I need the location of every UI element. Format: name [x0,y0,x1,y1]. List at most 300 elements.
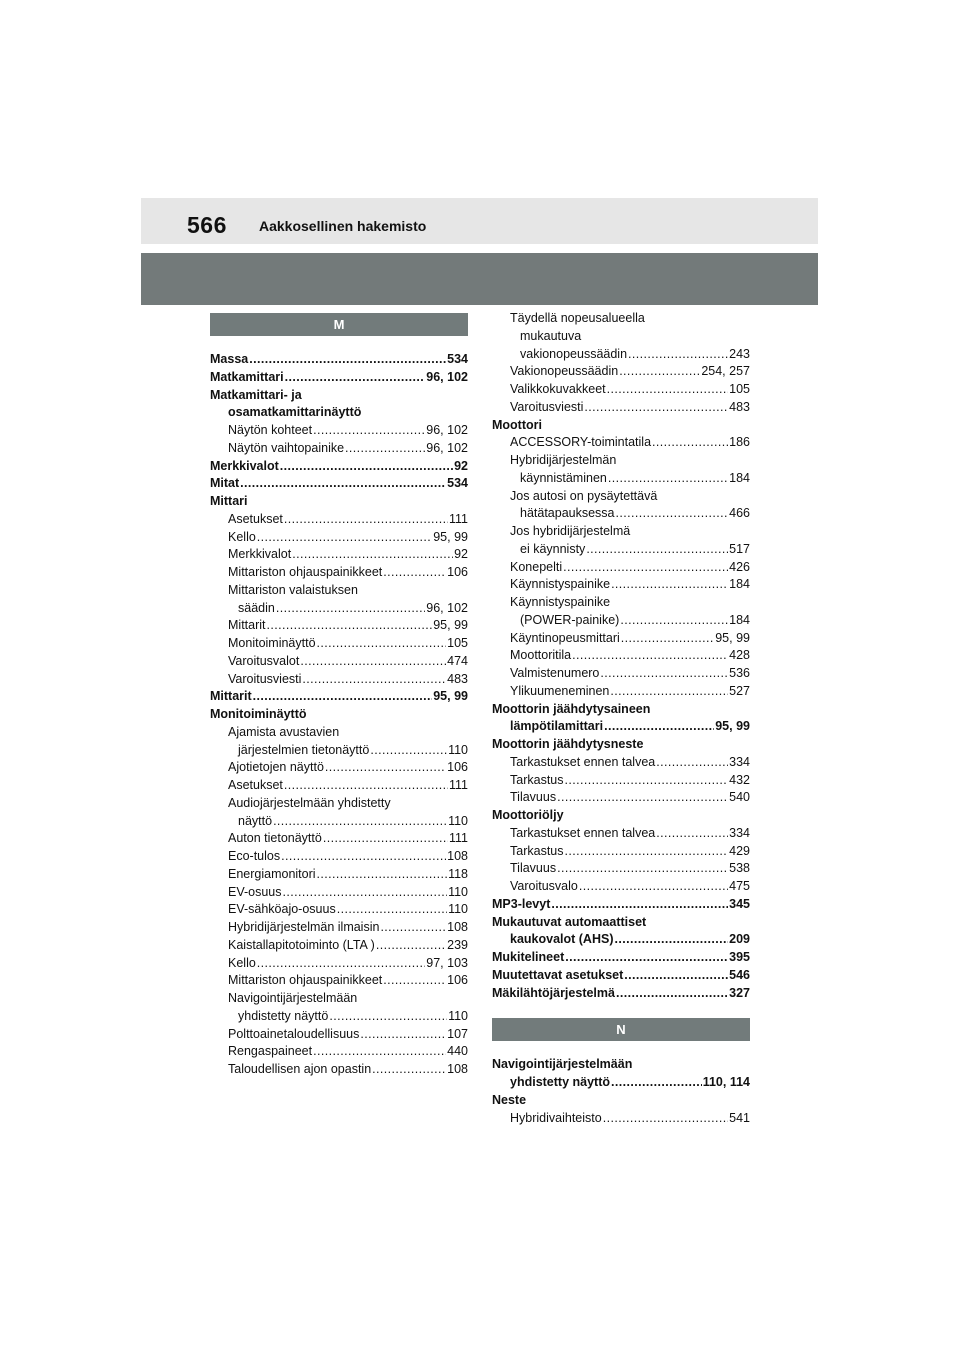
index-entry [492,931,750,949]
index-entry-text: näyttö [238,813,273,828]
index-entry-page: 106 [447,973,468,988]
dot-leader [280,458,453,476]
dot-leader [283,884,448,902]
dot-leader [253,688,433,706]
index-entry-text: käynnistäminen [520,470,607,485]
dot-leader [325,759,446,777]
page-title: Aakkosellinen hakemisto [259,218,427,234]
index-entry-text: Energiamonitori [228,866,316,881]
index-entry-text: Konepelti [510,559,563,574]
index-entry [210,511,468,529]
index-entry [210,1061,468,1079]
page-number: 566 [187,212,227,238]
index-entry-page: 327 [729,985,750,1000]
index-entry-text: Ajotietojen näyttö [228,760,324,775]
dot-leader [656,754,728,772]
index-entry-page: 110, 114 [702,1075,750,1089]
dot-leader [323,830,448,848]
index-entry-text: Muutettavat asetukset [492,967,624,982]
index-entry-text: Mukitelineet [492,950,565,964]
index-entry [210,955,468,973]
dot-leader [302,671,446,689]
index-entry-text: Mittari [210,494,248,508]
dot-leader [276,600,425,618]
index-entry-text: Kaistallapitotoiminto (LTA ) [228,937,375,952]
dot-leader [565,772,729,790]
index-entry-page: 517 [729,541,750,556]
index-entry [210,1008,468,1026]
index-column-right [492,310,750,1127]
index-entry-text: Kello [228,955,256,970]
index-entry-text: Mittarit [228,618,266,633]
index-entry [210,564,468,582]
index-entry [210,458,468,476]
index-entry-text: ei käynnisty [520,541,586,556]
index-entry-text: Tarkastus [510,772,564,787]
index-entry-text: ACCESSORY-toimintatila [510,435,652,450]
index-entry-page: 541 [729,1110,750,1125]
index-entry-text: Varoitusvalot [228,653,300,668]
dot-leader [257,955,425,973]
index-entry-text: Asetukset [228,511,283,526]
dot-leader [273,813,447,831]
dot-leader [611,576,728,594]
index-entry-text: Mittariston valaistuksen [228,582,358,597]
index-entry-page: 110 [448,742,468,757]
index-entry [492,1056,750,1074]
section-heading-m: M [210,313,468,336]
index-entry [210,742,468,760]
index-entry-text: Monitoiminäyttö [210,707,307,721]
index-entry [492,1092,750,1110]
index-entry [492,843,750,861]
index-entry [210,529,468,547]
dot-leader [557,789,728,807]
index-entry [492,399,750,417]
index-entry-text: Mitat [210,476,240,491]
dot-leader [619,363,700,381]
index-entry [210,1043,468,1061]
index-entry [210,653,468,671]
index-entry-text: Rengaspaineet [228,1044,313,1059]
index-entry-page: 95, 99 [433,618,468,633]
index-entry-page: 95, 99 [715,630,750,645]
dot-leader [628,346,728,364]
index-entry-text: Käynnistyspainike [510,595,611,609]
index-entry-text: lämpötilamittari [510,719,604,734]
index-entry-text: Mittarit [210,689,252,704]
index-entry-text: Ylikuumeneminen [510,683,610,698]
index-entry [210,972,468,990]
dot-leader [551,896,728,914]
index-entry-text: Jos autosi on pysäytettävä [510,488,658,503]
index-entry-page: 110 [448,1008,468,1023]
index-entry-text: osamatkamittarinäyttö [228,405,362,420]
dot-leader [317,635,447,653]
spacer [492,1041,750,1056]
index-entry-page: 243 [729,346,750,361]
index-entry-page: 538 [729,861,750,876]
dot-leader [656,825,728,843]
index-entry-page: 111 [448,511,468,526]
index-entry-page: 483 [447,671,468,686]
index-entry-page: 184 [729,612,750,627]
index-entry-page: 536 [729,666,750,680]
index-entry-text: Merkkivalot [228,547,292,562]
dot-leader [257,529,432,547]
index-entry-text: Navigointijärjestelmään [492,1057,633,1072]
index-entry-page: 466 [729,506,750,521]
index-entry-text: Käyntinopeusmittari [510,630,620,645]
index-entry [210,617,468,635]
index-entry-page: 96, 102 [426,440,468,455]
index-entry-text: Matkamittari- ja [210,387,302,402]
dot-leader [281,848,446,866]
index-entry-text: hätätapauksessa [520,506,615,521]
index-entry [210,866,468,884]
index-entry [492,754,750,772]
dot-leader [586,541,728,559]
index-entry-text: EV-sähköajo-osuus [228,902,336,917]
index-entry-page: 110 [448,902,468,917]
index-entry-page: 92 [454,458,468,473]
index-entry-text: Polttoainetaloudellisuus [228,1026,360,1041]
index-entry [492,896,750,914]
index-entry-text: Käynnistyspainike [510,577,611,592]
index-entry-text: Neste [492,1092,527,1107]
index-entry [492,488,750,506]
index-entry [492,328,750,346]
dot-leader [607,381,728,399]
dot-leader [313,1043,446,1061]
index-entry-page: 428 [729,648,750,663]
index-entry [492,985,750,1003]
index-entry-page: 426 [729,559,750,574]
index-entry-text: MP3-levyt [492,896,551,911]
index-entry-text: Audiojärjestelmään yhdistetty [228,795,391,810]
index-entry [210,990,468,1008]
index-entry [492,878,750,896]
index-entry-text: Varoitusvalo [510,879,578,893]
dot-leader [370,742,447,760]
dot-leader [300,653,446,671]
index-entry [210,404,468,422]
index-entry [492,381,750,399]
index-entry-text: Moottoritila [510,648,572,663]
index-entry [492,1110,750,1128]
dot-leader [376,937,446,955]
index-entry [492,470,750,488]
index-entry [492,346,750,364]
index-entry [210,671,468,689]
dot-leader [557,860,728,878]
index-entry-page: 105 [447,636,468,650]
index-entry [492,718,750,736]
index-entry-text: Kello [228,529,256,544]
page-header [141,198,818,244]
index-entry [210,475,468,493]
index-entry-text: Hybridijärjestelmän ilmaisin [228,920,380,934]
dot-leader [285,369,426,387]
dot-leader [563,559,728,577]
index-entry [210,493,468,511]
index-entry-page: 239 [447,937,468,952]
index-entry-page: 534 [447,352,468,366]
index-entry-text: (POWER-painike) [520,612,620,627]
index-list-right-m [492,310,750,1002]
dot-leader [380,919,446,937]
index-entry-text: Asetukset [228,778,283,792]
index-entry-page: 111 [448,778,468,792]
index-entry-text: Moottoriöljy [492,808,564,822]
index-entry-text: Täydellä nopeusalueella [510,311,645,325]
index-entry-text: Massa [210,352,249,366]
index-entry [492,363,750,381]
dot-leader [360,1026,446,1044]
dot-leader [616,505,729,523]
index-entry [492,541,750,559]
index-entry [210,759,468,777]
index-entry [492,452,750,470]
dot-leader [611,1074,702,1092]
section-heading-n: N [492,1018,750,1041]
index-entry-page: 334 [729,754,750,769]
index-entry-text: Näytön vaihtopainike [228,440,345,455]
index-entry-page: 105 [729,382,750,396]
index-entry [492,967,750,985]
index-entry [210,937,468,955]
index-list-right-n [492,1056,750,1127]
dot-leader [572,647,728,665]
index-entry [492,310,750,328]
dot-leader [372,1061,446,1079]
dot-leader [329,1008,447,1026]
index-entry-text: Matkamittari [210,369,284,384]
index-entry [492,701,750,719]
index-entry-text: Moottori [492,417,542,432]
index-entry-page: 110 [448,884,468,899]
index-entry-page: 111 [448,831,468,846]
index-entry [210,901,468,919]
index-entry-text: Monitoiminäyttö [228,636,316,650]
index-entry-text: Mukautuvat automaattiset [492,914,647,929]
dot-leader [584,399,728,417]
index-entry-text: yhdistetty näyttö [510,1075,611,1089]
dot-leader [565,949,728,967]
index-entry-page: 108 [447,920,468,934]
index-entry-page: 540 [729,790,750,805]
index-entry [492,1074,750,1092]
index-entry-text: järjestelmien tietonäyttö [238,742,370,757]
index-entry-page: 334 [729,825,750,840]
index-entry-text: EV-osuus [228,884,282,899]
dot-leader [652,434,728,452]
index-entry-text: Ajamista avustavien [228,724,340,739]
index-entry-page: 429 [729,843,750,858]
index-entry-page: 474 [447,653,468,668]
index-entry [210,706,468,724]
index-entry-page: 96, 102 [426,369,468,384]
index-entry [210,387,468,405]
index-entry [492,505,750,523]
index-entry [210,830,468,848]
index-entry [492,949,750,967]
index-entry [210,848,468,866]
index-column-left [210,313,468,1079]
index-entry-text: Tarkastukset ennen talvea [510,754,656,769]
index-entry-page: 106 [447,565,468,579]
index-entry [492,736,750,754]
index-entry-page: 110 [448,813,468,828]
index-entry-text: kaukovalot (AHS) [510,932,614,947]
index-entry [210,351,468,369]
dot-leader [565,843,729,861]
index-entry [492,825,750,843]
index-entry [210,724,468,742]
index-entry-page: 395 [729,950,750,964]
dot-leader [615,931,729,949]
index-entry-text: mukautuva [520,328,582,343]
dot-leader [337,901,447,919]
dot-leader [604,718,714,736]
index-entry-page: 184 [729,470,750,485]
index-entry-text: Mittariston ohjauspainikkeet [228,973,383,988]
index-entry [210,777,468,795]
index-entry [210,884,468,902]
index-entry-text: Jos hybridijärjestelmä [510,524,631,538]
index-entry-text: Eco-tulos [228,849,281,863]
index-entry [492,559,750,577]
index-entry-text: Valikkokuvakkeet [510,382,606,396]
index-entry-text: Auton tietonäyttö [228,831,322,846]
dot-leader [313,422,425,440]
index-entry-text: Hybridivaihteisto [510,1110,602,1125]
dot-leader [267,617,433,635]
index-entry-text: Navigointijärjestelmään [228,991,358,1005]
index-entry-text: Merkkivalot [210,458,279,473]
dot-leader [284,511,448,529]
index-entry-text: Tarkastukset ennen talvea [510,825,656,840]
index-entry-page: 97, 103 [426,955,468,970]
index-entry [492,417,750,435]
index-entry [492,594,750,612]
index-entry-page: 108 [447,1062,468,1076]
index-entry [492,914,750,932]
index-entry-page: 95, 99 [715,719,750,734]
index-entry [492,789,750,807]
index-entry-page: 184 [729,577,750,592]
dot-leader [383,564,446,582]
dot-leader [608,470,728,488]
index-entry [492,860,750,878]
dot-leader [579,878,728,896]
index-entry [210,1026,468,1044]
index-entry-text: Tarkastus [510,843,564,858]
dot-leader [284,777,448,795]
spacer [492,1002,750,1018]
index-entry [492,612,750,630]
index-entry-page: 432 [729,772,750,787]
index-entry-text: yhdistetty näyttö [238,1008,329,1023]
dot-leader [610,683,728,701]
index-entry [492,523,750,541]
index-list-left [210,351,468,1079]
index-entry [210,813,468,831]
index-entry-page: 475 [729,879,750,893]
index-entry-page: 106 [447,760,468,775]
index-entry [210,440,468,458]
index-entry [210,422,468,440]
index-entry-page: 107 [447,1026,468,1041]
index-entry-page: 96, 102 [426,423,468,437]
dot-leader [621,630,714,648]
index-entry-text: Valmistenumero [510,666,600,680]
index-entry [492,683,750,701]
index-entry-page: 96, 102 [426,600,468,615]
index-entry [492,665,750,683]
index-entry [210,795,468,813]
spacer [210,336,468,351]
index-entry [210,546,468,564]
index-entry-page: 345 [729,896,750,911]
dot-leader [616,985,728,1003]
dot-leader [600,665,728,683]
index-entry [210,369,468,387]
index-entry-text: Tilavuus [510,790,557,805]
dot-leader [345,440,425,458]
index-entry-page: 92 [454,547,468,562]
index-entry-page: 95, 99 [433,689,468,704]
index-entry [492,647,750,665]
index-entry-page: 108 [447,849,468,863]
index-entry [210,582,468,600]
index-entry [492,807,750,825]
index-entry-text: Varoitusviesti [228,671,302,686]
dot-leader [292,546,453,564]
index-entry-text: Vakionopeussäädin [510,364,619,379]
index-entry-page: 534 [447,476,468,491]
index-entry [492,576,750,594]
index-entry-text: Varoitusviesti [510,399,584,414]
index-entry-page: 546 [729,967,750,982]
dot-leader [249,351,446,369]
index-entry-text: Taloudellisen ajon opastin [228,1062,372,1076]
dot-leader [603,1110,728,1128]
index-entry [492,434,750,452]
index-entry-text: Näytön kohteet [228,423,313,437]
index-entry-text: Moottorin jäähdytysneste [492,737,644,751]
index-entry [210,688,468,706]
dot-leader [620,612,728,630]
index-entry-text: säädin [238,600,275,615]
dot-leader [383,972,446,990]
index-entry-page: 186 [729,435,750,450]
index-entry [210,635,468,653]
index-entry [492,772,750,790]
index-entry-text: Mäkilähtöjärjestelmä [492,985,615,1000]
dot-leader [317,866,448,884]
index-entry-text: vakionopeussäädin [520,346,628,361]
dot-leader [624,967,728,985]
dot-leader [240,475,446,493]
index-entry-page: 483 [729,399,750,414]
index-entry [210,919,468,937]
index-entry-page: 209 [729,932,750,947]
header-band [141,253,818,305]
index-entry-page: 254, 257 [701,364,750,379]
index-entry [492,630,750,648]
index-entry-page: 440 [447,1044,468,1059]
